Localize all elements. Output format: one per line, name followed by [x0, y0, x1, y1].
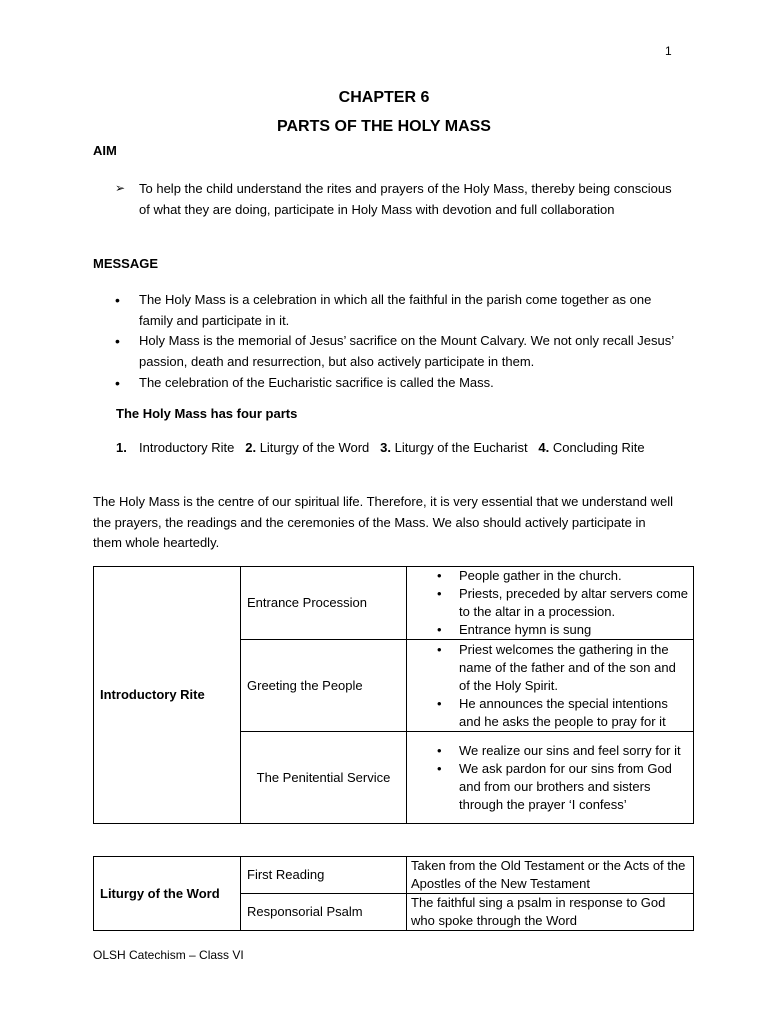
parts-number: 1.: [116, 440, 127, 455]
table-row: [94, 567, 694, 640]
message-item: The celebration of the Eucharistic sacrifice is called the Mass.: [139, 375, 494, 390]
part-label: Liturgy of the Word: [259, 440, 370, 455]
list-item: • We realize our sins and feel sorry for it: [459, 742, 689, 760]
part-number: 2.: [245, 440, 257, 455]
bullet-icon: •: [115, 375, 120, 391]
part-number: 3.: [380, 440, 391, 455]
table-subpart: First Reading: [241, 857, 407, 894]
introductory-rite-table: [93, 566, 694, 824]
page-number: 1: [665, 44, 672, 58]
bullet-icon: •: [115, 292, 120, 308]
list-item: • He announces the special intentions and he asks the people to pray for it: [459, 695, 689, 731]
part-label: Liturgy of the Eucharist: [394, 440, 528, 455]
message-item: The Holy Mass is a celebration in which all the faithful in the parish come together as one family and participate in it.: [139, 292, 652, 328]
part-label: Introductory Rite: [139, 440, 235, 455]
chapter-heading: CHAPTER 6: [338, 89, 430, 106]
message-item: Holy Mass is the memorial of Jesus’ sacrifice on the Mount Calvary. We not only recall Jesus’ passion, death and resurrection, but also actively participate in them.: [139, 333, 674, 369]
bullet-icon: •: [115, 333, 120, 349]
table-category: Introductory Rite: [94, 567, 241, 824]
part-label: Concluding Rite: [552, 440, 645, 455]
list-item: • Entrance hymn is sung: [459, 621, 689, 639]
parts-heading: The Holy Mass has four parts: [116, 406, 298, 421]
list-item: • People gather in the church.: [459, 567, 689, 585]
table-subpart: Greeting the People: [241, 640, 407, 732]
aim-text: To help the child understand the rites and prayers of the Holy Mass, thereby being conscious of what they are doing, participate in Holy Mass with devotion and full collaboration: [139, 181, 672, 217]
table-subpart: The Penitential Service: [241, 732, 407, 824]
table-description: The faithful sing a psalm in response to God who spoke through the Word: [407, 894, 694, 931]
table-description: [407, 640, 694, 732]
list-item: • Priest welcomes the gathering in the name of the father and of the son and of the Holy Spirit.: [459, 641, 689, 695]
table-description: [407, 732, 694, 824]
intro-paragraph: The Holy Mass is the centre of our spiritual life. Therefore, it is very essential that we understand well the prayers, the readings and the ceremonies of the Mass. We also should actively participate in them whole heartedly.: [93, 494, 673, 550]
table-description: Taken from the Old Testament or the Acts of the Apostles of the New Testament: [407, 857, 694, 894]
table-category: Liturgy of the Word: [94, 857, 241, 931]
aim-label: AIM: [93, 143, 117, 158]
table-subpart: Responsorial Psalm: [241, 894, 407, 931]
message-label: MESSAGE: [93, 256, 159, 271]
part-number: 4.: [538, 440, 550, 455]
table-description: [407, 567, 694, 640]
table-subpart: Entrance Procession: [241, 567, 407, 640]
liturgy-of-word-table: [93, 856, 694, 931]
footer-text: OLSH Catechism – Class VI: [93, 948, 244, 962]
list-item: • Priests, preceded by altar servers come to the altar in a procession.: [459, 585, 689, 621]
page-title: PARTS OF THE HOLY MASS: [277, 118, 491, 135]
parts-list: [139, 438, 679, 459]
table-row: [94, 857, 694, 894]
arrow-bullet-icon: ➢: [115, 181, 126, 195]
list-item: • We ask pardon for our sins from God and from our brothers and sisters through the prayer ‘I confess’: [459, 760, 689, 814]
